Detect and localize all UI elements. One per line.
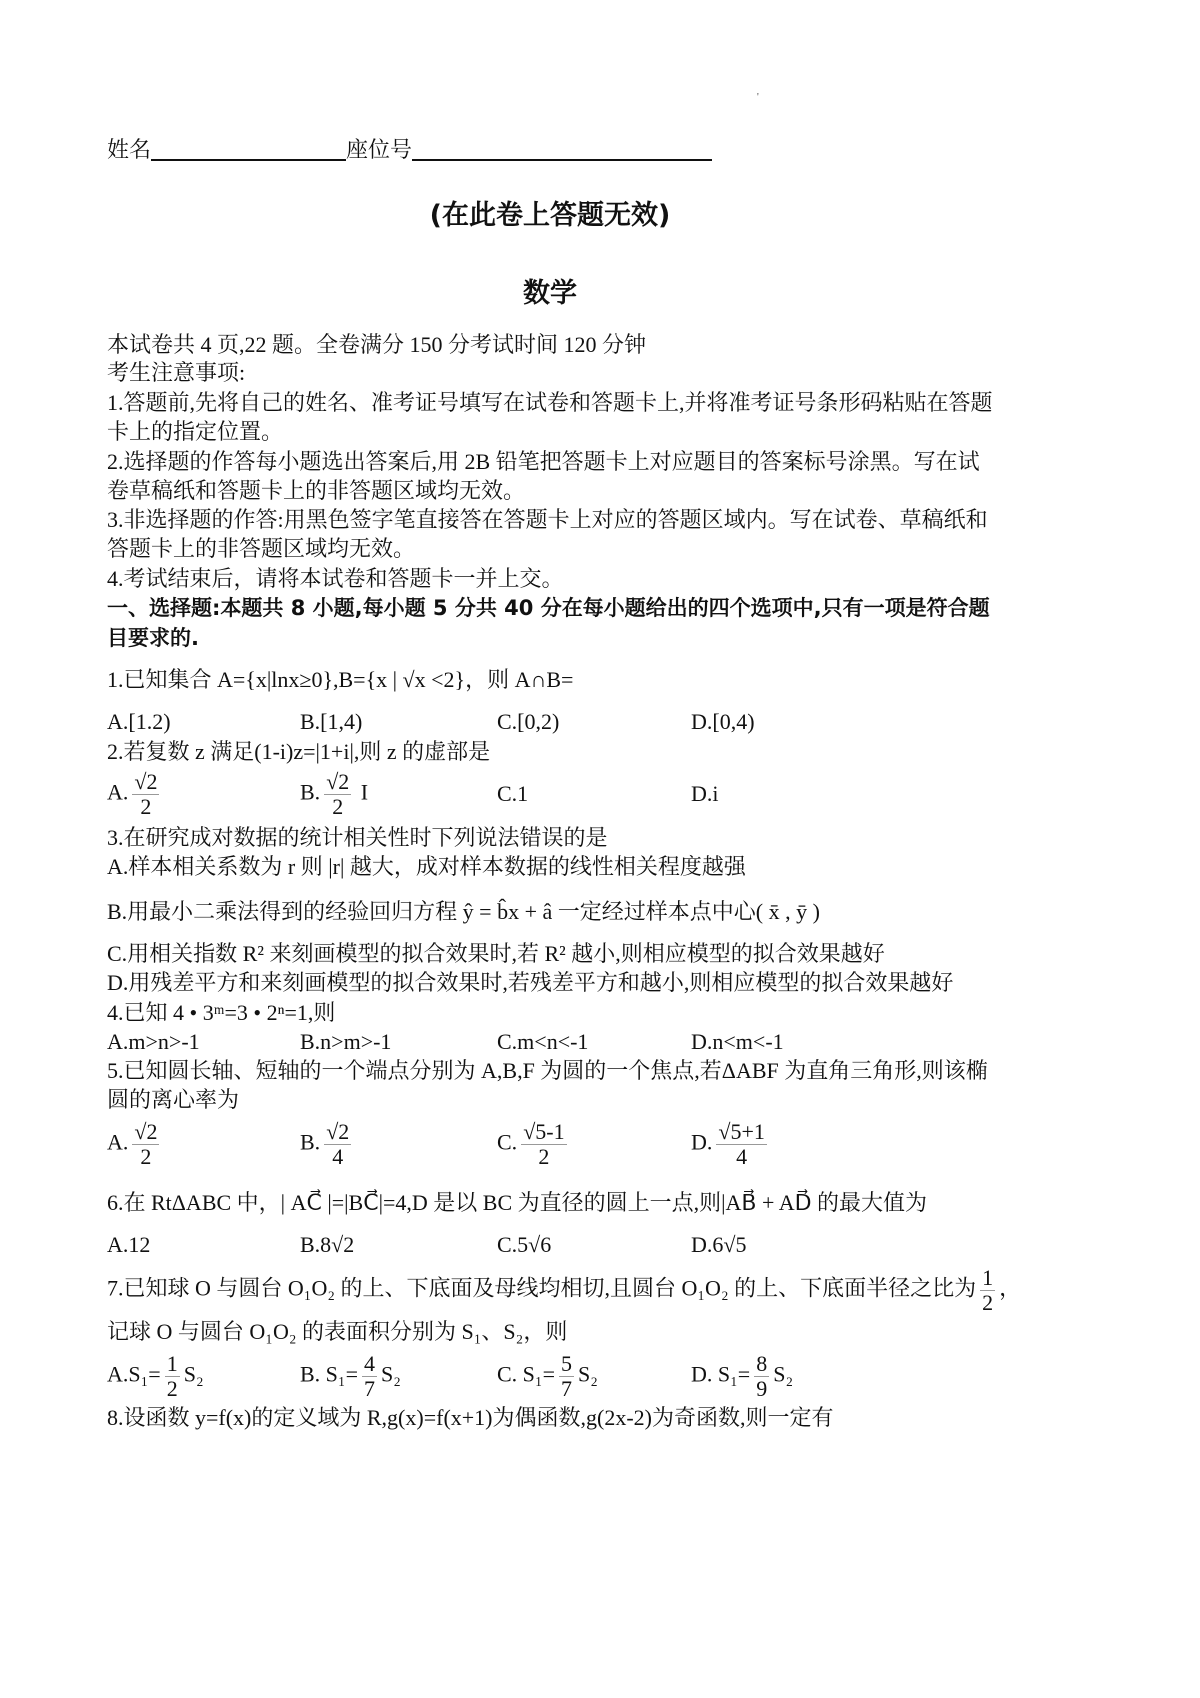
notice-title: 考生注意事项: [107,360,246,385]
name-field[interactable] [151,137,346,161]
numerator: √2 [134,1119,158,1144]
numerator: 1 [166,1351,178,1376]
denominator: 4 [736,1144,748,1169]
option-suffix: I [360,779,369,805]
q4-option-d: D.n<m<-1 [691,1029,784,1054]
denominator: 2 [332,794,344,819]
numerator: 8 [756,1351,768,1376]
fraction [559,1352,574,1401]
q7-stem [107,1266,1021,1315]
q6-option-c: C.5√6 [497,1232,552,1257]
q3-option-c: C.用相关指数 R² 来刻画模型的拟合效果时,若 R² 越小,则相应模型的拟合效果越好 [107,941,885,966]
q4-option-a: A.m>n>-1 [107,1029,200,1054]
q4-option-b: B.n>m>-1 [300,1029,392,1054]
option-label: B. [300,1129,321,1155]
denominator: 2 [166,1376,178,1401]
numerator: √2 [134,769,158,794]
q1-option-c: C.[0,2) [497,709,560,734]
section-heading: 一、选择题:本题共 8 小题,每小题 5 分共 40 分在每小题给出的四个选项中,只有一项是符合题 [107,596,990,620]
q5-stem-cont: 圆的离心率为 [107,1087,240,1112]
fraction [132,1120,159,1169]
q2-stem: 2.若复数 z 满足(1-i)z=|1+i|,则 z 的虚部是 [107,739,491,764]
numerator: 5 [561,1351,572,1376]
option-suffix: S₂ [183,1361,204,1387]
numerator: 4 [364,1351,375,1376]
q2-option-b [300,770,368,819]
option-label: B. [300,779,321,805]
q7-stem-text: 7.已知球 O 与圆台 O₁O₂ 的上、下底面及母线均相切,且圆台 O₁O₂ 的上、下底面半径之比为 [107,1275,977,1301]
fraction [324,770,351,819]
q3-stem: 3.在研究成对数据的统计相关性时下列说法错误的是 [107,825,608,850]
q7-option-b [300,1352,401,1401]
denominator: 9 [756,1376,768,1401]
q2-option-c: C.1 [497,781,529,806]
q7-stem-end: ， [999,1275,1022,1301]
numerator: √2 [326,1119,350,1144]
q4-stem: 4.已知 4 • 3ᵐ=3 • 2ⁿ=1,则 [107,1000,336,1025]
notice-line: 卡上的指定位置。 [107,419,284,444]
denominator: 7 [561,1376,572,1401]
q3-option-d: D.用残差平方和来刻画模型的拟合效果时,若残差平方和越小,则相应模型的拟合效果越好 [107,970,954,995]
subject-title: 数学 [523,278,577,309]
option-label: A. [107,1129,129,1155]
q3-option-b: B.用最小二乘法得到的经验回归方程 ŷ = b̂x + â 一定经过样本点中心( x̄ , ȳ ) [107,899,820,924]
denominator: 4 [332,1144,344,1169]
q6-option-a: A.12 [107,1232,151,1257]
fraction [324,1120,351,1169]
option-suffix: S₂ [578,1361,598,1387]
ratio-fraction [980,1266,995,1315]
name-label: 姓名 [107,137,152,162]
option-label: D. S₁= [691,1361,751,1387]
notice-line: 2.选择题的作答每小题选出答案后,用 2B 铅笔把答题卡上对应题目的答案标号涂黑。写在试 [107,449,980,474]
q7-option-d [691,1352,793,1401]
q1-option-d: D.[0,4) [691,709,755,734]
denominator: 7 [364,1376,375,1401]
q2-option-d: D.i [691,781,719,806]
q6-option-d: D.6√5 [691,1232,747,1257]
q1-stem: 1.已知集合 A={x|lnx≥0},B={x | √x <2}，则 A∩B= [107,667,574,692]
q7-stem-cont: 记球 O 与圆台 O₁O₂ 的表面积分别为 S₁、S₂，则 [107,1319,568,1344]
seat-label: 座位号 [346,137,413,162]
denominator: 2 [140,794,152,819]
fraction [716,1120,766,1169]
option-label: C. S₁= [497,1361,555,1387]
seat-field[interactable] [412,137,712,161]
denominator: 2 [140,1144,152,1169]
fraction [754,1352,769,1401]
notice-line: 答题卡上的非答题区域均无效。 [107,536,416,561]
q8-stem: 8.设函数 y=f(x)的定义域为 R,g(x)=f(x+1)为偶函数,g(2x-2)为奇函数,则一定有 [107,1405,834,1430]
q1-option-b: B.[1,4) [300,709,363,734]
fraction [521,1120,566,1169]
option-suffix: S₂ [381,1361,401,1387]
option-label: C. [497,1129,518,1155]
q3-option-a: A.样本相关系数为 r 则 |r| 越大，成对样本数据的线性相关程度越强 [107,854,746,879]
option-label: A.S₁= [107,1361,161,1387]
fraction [132,770,159,819]
q1-option-a: A.[1.2) [107,709,171,734]
option-label: A. [107,779,129,805]
option-label: B. S₁= [300,1361,358,1387]
q5-option-d [691,1120,771,1169]
notice-line: 3.非选择题的作答:用黑色签字笔直接答在答题卡上对应的答题区域内。写在试卷、草稿纸和 [107,507,988,532]
section-heading-cont: 目要求的. [107,626,199,650]
exam-summary: 本试卷共 4 页,22 题。全卷满分 150 分考试时间 120 分钟 [107,332,647,357]
q5-option-a [107,1120,163,1169]
q5-option-c [497,1120,571,1169]
q6-stem: 6.在 RtΔABC 中，| AC⃗ |=|BC⃗|=4,D 是以 BC 为直径的圆上一点,则|AB⃗ + AD⃗ 的最大值为 [107,1190,928,1215]
notice-line: 1.答题前,先将自己的姓名、准考证号填写在试卷和答题卡上,并将准考证号条形码粘贴在答题 [107,390,993,415]
invalid-note: (在此卷上答题无效) [429,200,671,231]
numerator: √5+1 [718,1119,765,1144]
option-label: D. [691,1129,713,1155]
notice-line: 卷草稿纸和答题卡上的非答题区域均无效。 [107,478,526,503]
option-suffix: S₂ [773,1361,794,1387]
numerator: √5-1 [523,1119,565,1144]
denominator: 2 [982,1290,994,1315]
q7-option-a [107,1352,204,1401]
q7-option-c [497,1352,598,1401]
q2-option-a [107,770,163,819]
name-seat-line [107,136,712,164]
fraction [165,1352,180,1401]
scan-mark: ' [757,92,759,103]
q5-option-b [300,1120,355,1169]
fraction [362,1352,377,1401]
q4-option-c: C.m<n<-1 [497,1029,589,1054]
denominator: 2 [538,1144,550,1169]
q5-stem: 5.已知圆长轴、短轴的一个端点分别为 A,B,F 为圆的一个焦点,若ΔABF 为直角三角形,则该椭 [107,1058,988,1083]
q6-option-b: B.8√2 [300,1232,355,1257]
notice-line: 4.考试结束后，请将本试卷和答题卡一并上交。 [107,566,564,591]
numerator: 1 [982,1265,994,1290]
numerator: √2 [326,769,350,794]
